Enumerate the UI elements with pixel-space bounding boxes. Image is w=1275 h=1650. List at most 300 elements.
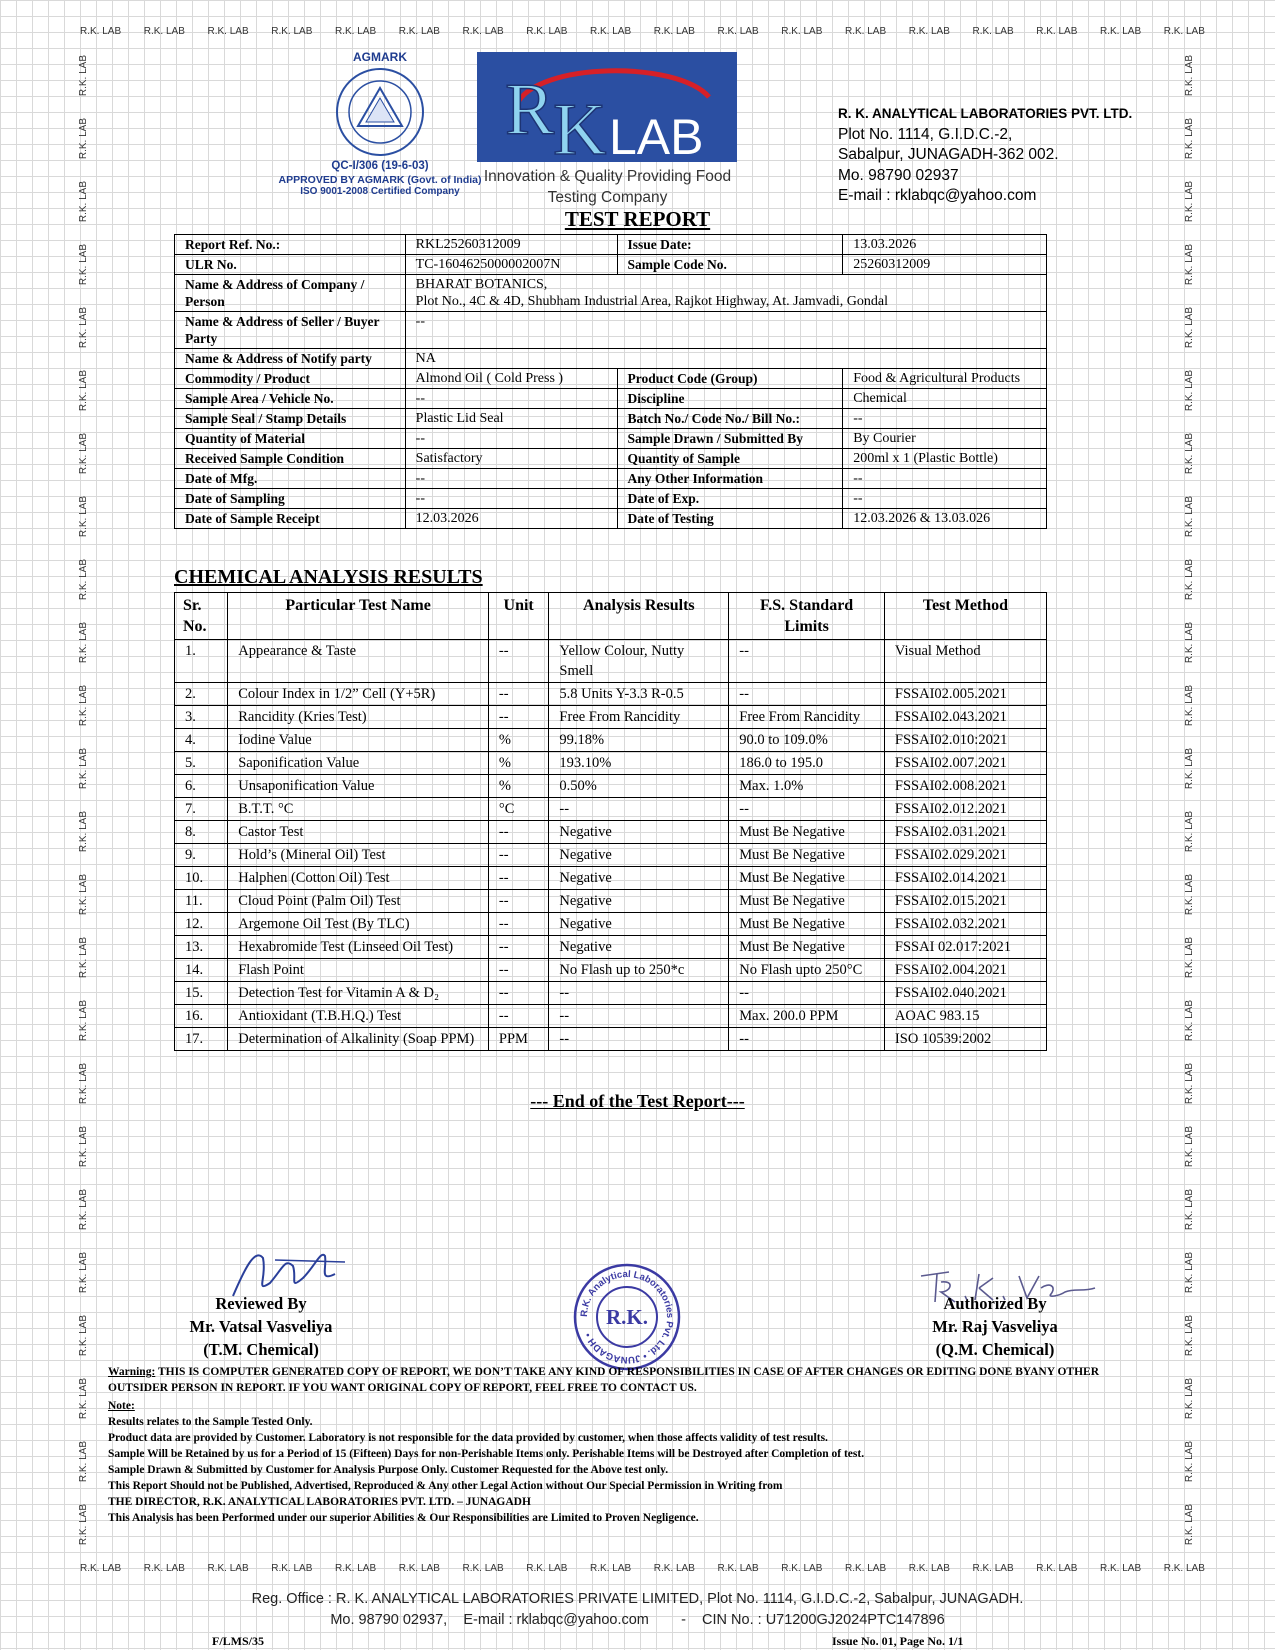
info-label: ULR No. xyxy=(175,255,406,275)
agmark-iso: ISO 9001-2008 Certified Company xyxy=(300,186,460,197)
result-unit: -- xyxy=(488,913,549,936)
info-label xyxy=(175,275,406,312)
watermark-text: R.K. LAB xyxy=(1184,873,1195,915)
watermark-left-column xyxy=(78,55,92,1545)
result-sr: 4. xyxy=(175,729,228,752)
info-label: Sample Area / Vehicle No. xyxy=(175,389,406,409)
header-sr-line1: Sr. xyxy=(183,597,202,614)
note-line: THE DIRECTOR, R.K. ANALYTICAL LABORATORIES PVT. LTD. – JUNAGADH xyxy=(108,1496,531,1508)
watermark-text: R.K. LAB xyxy=(972,26,1014,37)
info-value: By Courier xyxy=(843,429,1047,449)
watermark-text: R.K. LAB xyxy=(271,26,313,37)
watermark-text: R.K. LAB xyxy=(78,55,89,97)
info-label: Product Code (Group) xyxy=(617,369,843,389)
info-row xyxy=(175,509,1047,529)
result-test-name: Antioxidant (T.B.H.Q.) Test xyxy=(228,1005,489,1028)
watermark-text: R.K. LAB xyxy=(78,306,89,349)
result-method: FSSAI02.007.2021 xyxy=(884,752,1046,775)
watermark-text: R.K. LAB xyxy=(1184,180,1195,223)
results-row xyxy=(175,821,1047,844)
info-row xyxy=(175,369,1047,389)
result-method: FSSAI02.031.2021 xyxy=(884,821,1046,844)
info-value: TC-1604625000002007N xyxy=(405,255,617,275)
result-method: FSSAI02.004.2021 xyxy=(884,959,1046,982)
footer-address xyxy=(0,1589,1275,1631)
results-row xyxy=(175,890,1047,913)
issue-page-number: Issue No. 01, Page No. 1/1 xyxy=(832,1634,964,1648)
info-value: RKL25260312009 xyxy=(405,235,617,255)
header-limit xyxy=(729,593,885,640)
authorizer-role: Authorized By xyxy=(943,1294,1047,1313)
result-unit: -- xyxy=(488,890,549,913)
results-row xyxy=(175,936,1047,959)
result-sr: 1. xyxy=(175,640,228,683)
watermark-text: R.K. LAB xyxy=(143,26,185,37)
result-sr: 2. xyxy=(175,683,228,706)
watermark-text: R.K. LAB xyxy=(526,26,568,37)
watermark-text: R.K. LAB xyxy=(80,1563,122,1574)
info-value: Plastic Lid Seal xyxy=(405,409,617,429)
result-method: AOAC 983.15 xyxy=(884,1005,1046,1028)
watermark-text: R.K. LAB xyxy=(590,26,632,37)
watermark-text: R.K. LAB xyxy=(972,1563,1014,1574)
info-row xyxy=(175,469,1047,489)
results-row xyxy=(175,959,1047,982)
info-value: -- xyxy=(843,489,1047,509)
company-address-line2: Sabalpur, JUNAGADH-362 002. xyxy=(838,146,1059,163)
watermark-text: R.K. LAB xyxy=(78,873,89,915)
result-sr: 6. xyxy=(175,775,228,798)
info-label: Date of Testing xyxy=(617,509,843,529)
watermark-text: R.K. LAB xyxy=(1184,117,1195,160)
report-title: TEST REPORT xyxy=(564,207,711,231)
result-test-name: Hexabromide Test (Linseed Oil Test) xyxy=(228,936,489,959)
company-email: E-mail : rklabqc@yahoo.com xyxy=(838,187,1037,204)
watermark-text: R.K. LAB xyxy=(1184,495,1195,538)
info-row xyxy=(175,235,1047,255)
result-value: Free From Rancidity xyxy=(549,706,729,729)
info-label: Commodity / Product xyxy=(175,369,406,389)
info-label: Batch No./ Code No./ Bill No.: xyxy=(617,409,843,429)
watermark-text: R.K. LAB xyxy=(78,1251,89,1293)
watermark-text: R.K. LAB xyxy=(207,26,249,37)
watermark-text: R.K. LAB xyxy=(335,26,377,37)
note-line: This Report Should not be Published, Advertised, Reproduced & Any other Legal Action without Our Special Permission in Writing from xyxy=(108,1480,783,1492)
note-line: Product data are provided by Customer. Laboratory is not responsible for the data provided by customer, when those affects validity of test results. xyxy=(108,1432,828,1444)
results-row xyxy=(175,752,1047,775)
result-limit: -- xyxy=(729,982,885,1005)
results-table xyxy=(174,592,1047,1051)
svg-text:R: R xyxy=(505,69,555,151)
result-sr: 12. xyxy=(175,913,228,936)
result-test-name: Argemone Oil Test (By TLC) xyxy=(228,913,489,936)
result-unit: -- xyxy=(488,821,549,844)
warning-paragraph xyxy=(108,1364,1148,1396)
result-limit: Must Be Negative xyxy=(729,890,885,913)
logo-tagline-line1: Innovation & Quality Providing Food xyxy=(483,168,732,185)
result-limit: 90.0 to 109.0% xyxy=(729,729,885,752)
watermark-text: R.K. LAB xyxy=(1184,1503,1195,1545)
result-value: 193.10% xyxy=(549,752,729,775)
form-code: F/LMS/35 xyxy=(212,1634,265,1648)
result-sr: 10. xyxy=(175,867,228,890)
header-result: Analysis Results xyxy=(549,593,729,640)
svg-text:K: K xyxy=(553,89,607,162)
result-unit: -- xyxy=(488,867,549,890)
note-line: Results relates to the Sample Tested Only. xyxy=(108,1416,313,1428)
authorizer-name: Mr. Raj Vasveliya xyxy=(932,1317,1058,1336)
watermark-text: R.K. LAB xyxy=(781,1563,823,1574)
info-row xyxy=(175,389,1047,409)
results-header-row xyxy=(175,593,1047,640)
watermark-text: R.K. LAB xyxy=(78,747,89,789)
result-limit: 186.0 to 195.0 xyxy=(729,752,885,775)
watermark-text: R.K. LAB xyxy=(398,1563,440,1574)
result-method: FSSAI02.040.2021 xyxy=(884,982,1046,1005)
info-value: Chemical xyxy=(843,389,1047,409)
result-value: Negative xyxy=(549,936,729,959)
results-row xyxy=(175,844,1047,867)
info-label: Issue Date: xyxy=(617,235,843,255)
result-value: -- xyxy=(549,1028,729,1051)
watermark-text: R.K. LAB xyxy=(1184,306,1195,349)
result-value: -- xyxy=(549,982,729,1005)
svg-text:LAB: LAB xyxy=(609,109,704,162)
info-value xyxy=(405,275,1046,312)
result-unit: -- xyxy=(488,959,549,982)
watermark-text: R.K. LAB xyxy=(1184,558,1195,601)
info-row xyxy=(175,449,1047,469)
info-label: Sample Drawn / Submitted By xyxy=(617,429,843,449)
watermark-text: R.K. LAB xyxy=(78,495,89,538)
watermark-text: R.K. LAB xyxy=(1184,810,1195,852)
reviewer-role: Reviewed By xyxy=(215,1294,307,1313)
watermark-text: R.K. LAB xyxy=(717,1563,759,1574)
info-value: 12.03.2026 & 13.03.026 xyxy=(843,509,1047,529)
result-test-name: Colour Index in 1/2” Cell (Y+5R) xyxy=(228,683,489,706)
header-test-name: Particular Test Name xyxy=(228,593,489,640)
result-sr: 13. xyxy=(175,936,228,959)
header-sr xyxy=(175,593,228,640)
info-row xyxy=(175,312,1047,349)
result-method: FSSAI02.008.2021 xyxy=(884,775,1046,798)
result-value: Negative xyxy=(549,913,729,936)
result-test-name: Appearance & Taste xyxy=(228,640,489,683)
info-value: Food & Agricultural Products xyxy=(843,369,1047,389)
watermark-text: R.K. LAB xyxy=(78,1440,89,1482)
watermark-text: R.K. LAB xyxy=(462,26,504,37)
watermark-text: R.K. LAB xyxy=(1184,432,1195,475)
result-test-name: Determination of Alkalinity (Soap PPM) xyxy=(228,1028,489,1051)
results-row xyxy=(175,798,1047,821)
watermark-text: R.K. LAB xyxy=(78,369,89,412)
result-method: FSSAI02.015.2021 xyxy=(884,890,1046,913)
result-value: Negative xyxy=(549,844,729,867)
authorizer-block xyxy=(900,1292,1090,1361)
result-limit: Must Be Negative xyxy=(729,844,885,867)
result-method: FSSAI 02.017:2021 xyxy=(884,936,1046,959)
result-unit: °C xyxy=(488,798,549,821)
watermark-text: R.K. LAB xyxy=(78,1314,89,1356)
info-value: -- xyxy=(405,469,617,489)
result-method: FSSAI02.012.2021 xyxy=(884,798,1046,821)
watermark-text: R.K. LAB xyxy=(1184,1377,1195,1419)
info-row xyxy=(175,275,1047,312)
watermark-text: R.K. LAB xyxy=(80,26,122,37)
result-unit: % xyxy=(488,752,549,775)
result-sr: 7. xyxy=(175,798,228,821)
watermark-right-column xyxy=(1184,55,1198,1545)
result-method: FSSAI02.005.2021 xyxy=(884,683,1046,706)
result-limit: Max. 1.0% xyxy=(729,775,885,798)
info-row xyxy=(175,349,1047,369)
watermark-text: R.K. LAB xyxy=(78,1377,89,1419)
results-row xyxy=(175,867,1047,890)
agmark-title: AGMARK xyxy=(353,50,407,64)
result-unit: -- xyxy=(488,640,549,683)
company-address-block xyxy=(838,104,1132,207)
watermark-text: R.K. LAB xyxy=(78,936,89,978)
company-address-line1: Plot No. 1114, G.I.D.C.-2, xyxy=(838,125,1013,143)
results-row xyxy=(175,729,1047,752)
info-value: Almond Oil ( Cold Press ) xyxy=(405,369,617,389)
watermark-text: R.K. LAB xyxy=(1036,26,1078,37)
result-method: Visual Method xyxy=(884,640,1046,683)
watermark-text: R.K. LAB xyxy=(78,1125,89,1167)
info-value: NA xyxy=(405,349,1046,369)
watermark-text: R.K. LAB xyxy=(1184,1125,1195,1167)
info-label: Received Sample Condition xyxy=(175,449,406,469)
result-value: Negative xyxy=(549,821,729,844)
watermark-text: R.K. LAB xyxy=(271,1563,313,1574)
result-unit: -- xyxy=(488,982,549,1005)
result-limit: Must Be Negative xyxy=(729,936,885,959)
result-test-name: Iodine Value xyxy=(228,729,489,752)
result-limit: Must Be Negative xyxy=(729,913,885,936)
watermark-text: R.K. LAB xyxy=(1163,26,1205,37)
result-sr: 5. xyxy=(175,752,228,775)
company-address-value: Plot No., 4C & 4D, Shubham Industrial Area, Rajkot Highway, At. Jamvadi, Gondal xyxy=(415,294,889,309)
watermark-text: R.K. LAB xyxy=(1184,621,1195,663)
watermark-text: R.K. LAB xyxy=(526,1563,568,1574)
agmark-block xyxy=(270,50,490,197)
label-line: Name & Address of Company / xyxy=(185,277,365,292)
result-method: ISO 10539:2002 xyxy=(884,1028,1046,1051)
header-limit-line2: Limits xyxy=(784,618,829,635)
logo-tagline-line2: Testing Company xyxy=(547,189,668,206)
footer-line2: Mo. 98790 02937, E-mail : rklabqc@yahoo.com - CIN No. : U71200GJ2024PTC147896 xyxy=(330,1612,945,1628)
watermark-text: R.K. LAB xyxy=(78,1062,89,1104)
result-unit: % xyxy=(488,729,549,752)
reviewer-name: Mr. Vatsal Vasveliya xyxy=(189,1317,333,1336)
info-value: 25260312009 xyxy=(843,255,1047,275)
watermark-text: R.K. LAB xyxy=(207,1563,249,1574)
info-label: Sample Code No. xyxy=(617,255,843,275)
watermark-text: R.K. LAB xyxy=(1036,1563,1078,1574)
agmark-approved: APPROVED BY AGMARK (Govt. of India) xyxy=(278,174,482,186)
info-label: Date of Mfg. xyxy=(175,469,406,489)
note-line: This Analysis has been Performed under our superior Abilities & Our Responsibilities are Limited to Proven Negligence. xyxy=(108,1512,699,1524)
result-limit: -- xyxy=(729,1028,885,1051)
result-value: 0.50% xyxy=(549,775,729,798)
header-unit: Unit xyxy=(488,593,549,640)
logo-tagline xyxy=(470,166,745,208)
info-label: Discipline xyxy=(617,389,843,409)
results-row xyxy=(175,1028,1047,1051)
info-value: -- xyxy=(405,429,617,449)
result-method: FSSAI02.043.2021 xyxy=(884,706,1046,729)
result-method: FSSAI02.014.2021 xyxy=(884,867,1046,890)
result-value: -- xyxy=(549,798,729,821)
result-unit: % xyxy=(488,775,549,798)
results-row xyxy=(175,982,1047,1005)
info-row xyxy=(175,255,1047,275)
company-phone: Mo. 98790 02937 xyxy=(838,166,959,184)
info-label: Report Ref. No.: xyxy=(175,235,406,255)
result-unit: -- xyxy=(488,1005,549,1028)
watermark-text: R.K. LAB xyxy=(845,1563,887,1574)
result-value: 5.8 Units Y-3.3 R-0.5 xyxy=(549,683,729,706)
note-label: Note: xyxy=(108,1400,135,1412)
reviewer-title: (T.M. Chemical) xyxy=(203,1340,319,1359)
result-limit: Must Be Negative xyxy=(729,821,885,844)
results-row xyxy=(175,775,1047,798)
watermark-text: R.K. LAB xyxy=(462,1563,504,1574)
watermark-text: R.K. LAB xyxy=(78,117,89,160)
result-test-name: Cloud Point (Palm Oil) Test xyxy=(228,890,489,913)
watermark-text: R.K. LAB xyxy=(1163,1563,1205,1574)
info-value: 200ml x 1 (Plastic Bottle) xyxy=(843,449,1047,469)
watermark-text: R.K. LAB xyxy=(653,1563,695,1574)
watermark-text: R.K. LAB xyxy=(908,26,950,37)
rk-lab-logo xyxy=(477,52,737,162)
note-line: Sample Drawn & Submitted by Customer for Analysis Purpose Only. Customer Requested for the Above test only. xyxy=(108,1464,669,1476)
watermark-bottom-row xyxy=(80,1563,1205,1574)
watermark-text: R.K. LAB xyxy=(78,243,89,286)
watermark-text: R.K. LAB xyxy=(335,1563,377,1574)
result-limit: Free From Rancidity xyxy=(729,706,885,729)
info-value: Satisfactory xyxy=(405,449,617,469)
notes-list xyxy=(108,1414,1148,1526)
watermark-text: R.K. LAB xyxy=(1184,1251,1195,1293)
watermark-text: R.K. LAB xyxy=(1184,999,1195,1041)
sample-info-table xyxy=(174,234,1047,529)
result-unit: -- xyxy=(488,706,549,729)
info-label: Sample Seal / Stamp Details xyxy=(175,409,406,429)
watermark-text: R.K. LAB xyxy=(398,26,440,37)
result-limit: -- xyxy=(729,640,885,683)
info-value: -- xyxy=(405,489,617,509)
watermark-text: R.K. LAB xyxy=(78,810,89,852)
info-value: -- xyxy=(405,389,617,409)
watermark-text: R.K. LAB xyxy=(1184,747,1195,789)
result-value: 99.18% xyxy=(549,729,729,752)
result-test-name: Flash Point xyxy=(228,959,489,982)
watermark-text: R.K. LAB xyxy=(653,26,695,37)
watermark-text: R.K. LAB xyxy=(78,1503,89,1545)
results-row xyxy=(175,706,1047,729)
result-value: No Flash up to 250*c xyxy=(549,959,729,982)
result-sr: 15. xyxy=(175,982,228,1005)
company-name-value: BHARAT BOTANICS, xyxy=(415,277,548,292)
info-row xyxy=(175,409,1047,429)
warning-text: THIS IS COMPUTER GENERATED COPY OF REPORT, WE DON’T TAKE ANY KIND OF RESPONSIBILITIES IN CASE OF AFTER CHANGES OR EDITING DONE BYANY OTHER OUTSIDER PERSON IN REPORT. IF YOU WANT ORIGINAL COPY OF REPORT, FEEL FREE TO CONTACT US. xyxy=(108,1366,1100,1394)
company-name: R. K. ANALYTICAL LABORATORIES PVT. LTD. xyxy=(838,106,1133,121)
watermark-text: R.K. LAB xyxy=(78,558,89,601)
result-sr: 17. xyxy=(175,1028,228,1051)
result-limit: Must Be Negative xyxy=(729,867,885,890)
watermark-text: R.K. LAB xyxy=(78,621,89,663)
info-row xyxy=(175,489,1047,509)
info-value: 12.03.2026 xyxy=(405,509,617,529)
authorizer-title: (Q.M. Chemical) xyxy=(935,1340,1055,1359)
info-label: Quantity of Sample xyxy=(617,449,843,469)
watermark-text: R.K. LAB xyxy=(78,684,89,726)
footer-line1: Reg. Office : R. K. ANALYTICAL LABORATORIES PRIVATE LIMITED, Plot No. 1114, G.I.D.C.-2, Sabalpur, JUNAGADH. xyxy=(251,1591,1024,1607)
info-label xyxy=(175,312,406,349)
watermark-text: R.K. LAB xyxy=(781,26,823,37)
result-value: Negative xyxy=(549,890,729,913)
watermark-top-row xyxy=(80,26,1205,37)
result-test-name: Castor Test xyxy=(228,821,489,844)
result-limit: No Flash upto 250°C xyxy=(729,959,885,982)
result-unit: -- xyxy=(488,844,549,867)
info-row xyxy=(175,429,1047,449)
watermark-text: R.K. LAB xyxy=(1184,1062,1195,1104)
watermark-text: R.K. LAB xyxy=(143,1563,185,1574)
watermark-text: R.K. LAB xyxy=(1184,1314,1195,1356)
result-test-name: Halphen (Cotton Oil) Test xyxy=(228,867,489,890)
result-test-name: Hold’s (Mineral Oil) Test xyxy=(228,844,489,867)
label-line: Party xyxy=(185,331,218,346)
result-method: FSSAI02.010:2021 xyxy=(884,729,1046,752)
info-value: -- xyxy=(843,409,1047,429)
watermark-text: R.K. LAB xyxy=(1100,1563,1142,1574)
header-limit-line1: F.S. Standard xyxy=(759,597,854,614)
watermark-text: R.K. LAB xyxy=(908,1563,950,1574)
info-label: Date of Exp. xyxy=(617,489,843,509)
watermark-text: R.K. LAB xyxy=(1184,1440,1195,1482)
result-sr: 11. xyxy=(175,890,228,913)
result-test-name: Detection Test for Vitamin A & D₂ xyxy=(228,982,489,1005)
results-row xyxy=(175,1005,1047,1028)
info-label: Name & Address of Notify party xyxy=(175,349,406,369)
company-stamp-icon xyxy=(572,1262,682,1372)
result-test-name: Saponification Value xyxy=(228,752,489,775)
result-sr: 9. xyxy=(175,844,228,867)
watermark-text: R.K. LAB xyxy=(78,999,89,1041)
result-sr: 3. xyxy=(175,706,228,729)
stamp-center-text: R.K. xyxy=(606,1305,648,1329)
result-unit: PPM xyxy=(488,1028,549,1051)
result-limit: -- xyxy=(729,798,885,821)
watermark-text: R.K. LAB xyxy=(1184,243,1195,286)
info-label: Date of Sample Receipt xyxy=(175,509,406,529)
watermark-text: R.K. LAB xyxy=(1184,1188,1195,1230)
result-value: Yellow Colour, Nutty Smell xyxy=(549,640,729,683)
result-sr: 16. xyxy=(175,1005,228,1028)
info-value: 13.03.2026 xyxy=(843,235,1047,255)
watermark-text: R.K. LAB xyxy=(590,1563,632,1574)
info-label: Date of Sampling xyxy=(175,489,406,509)
note-line: Sample Will be Retained by us for a Period of 15 (Fifteen) Days for non-Perishable Items only. Perishable Items will be Destroyed after Completion of test. xyxy=(108,1448,865,1460)
watermark-text: R.K. LAB xyxy=(845,26,887,37)
result-test-name: Unsaponification Value xyxy=(228,775,489,798)
results-row xyxy=(175,640,1047,683)
result-test-name: Rancidity (Kries Test) xyxy=(228,706,489,729)
watermark-text: R.K. LAB xyxy=(78,1188,89,1230)
info-label: Quantity of Material xyxy=(175,429,406,449)
